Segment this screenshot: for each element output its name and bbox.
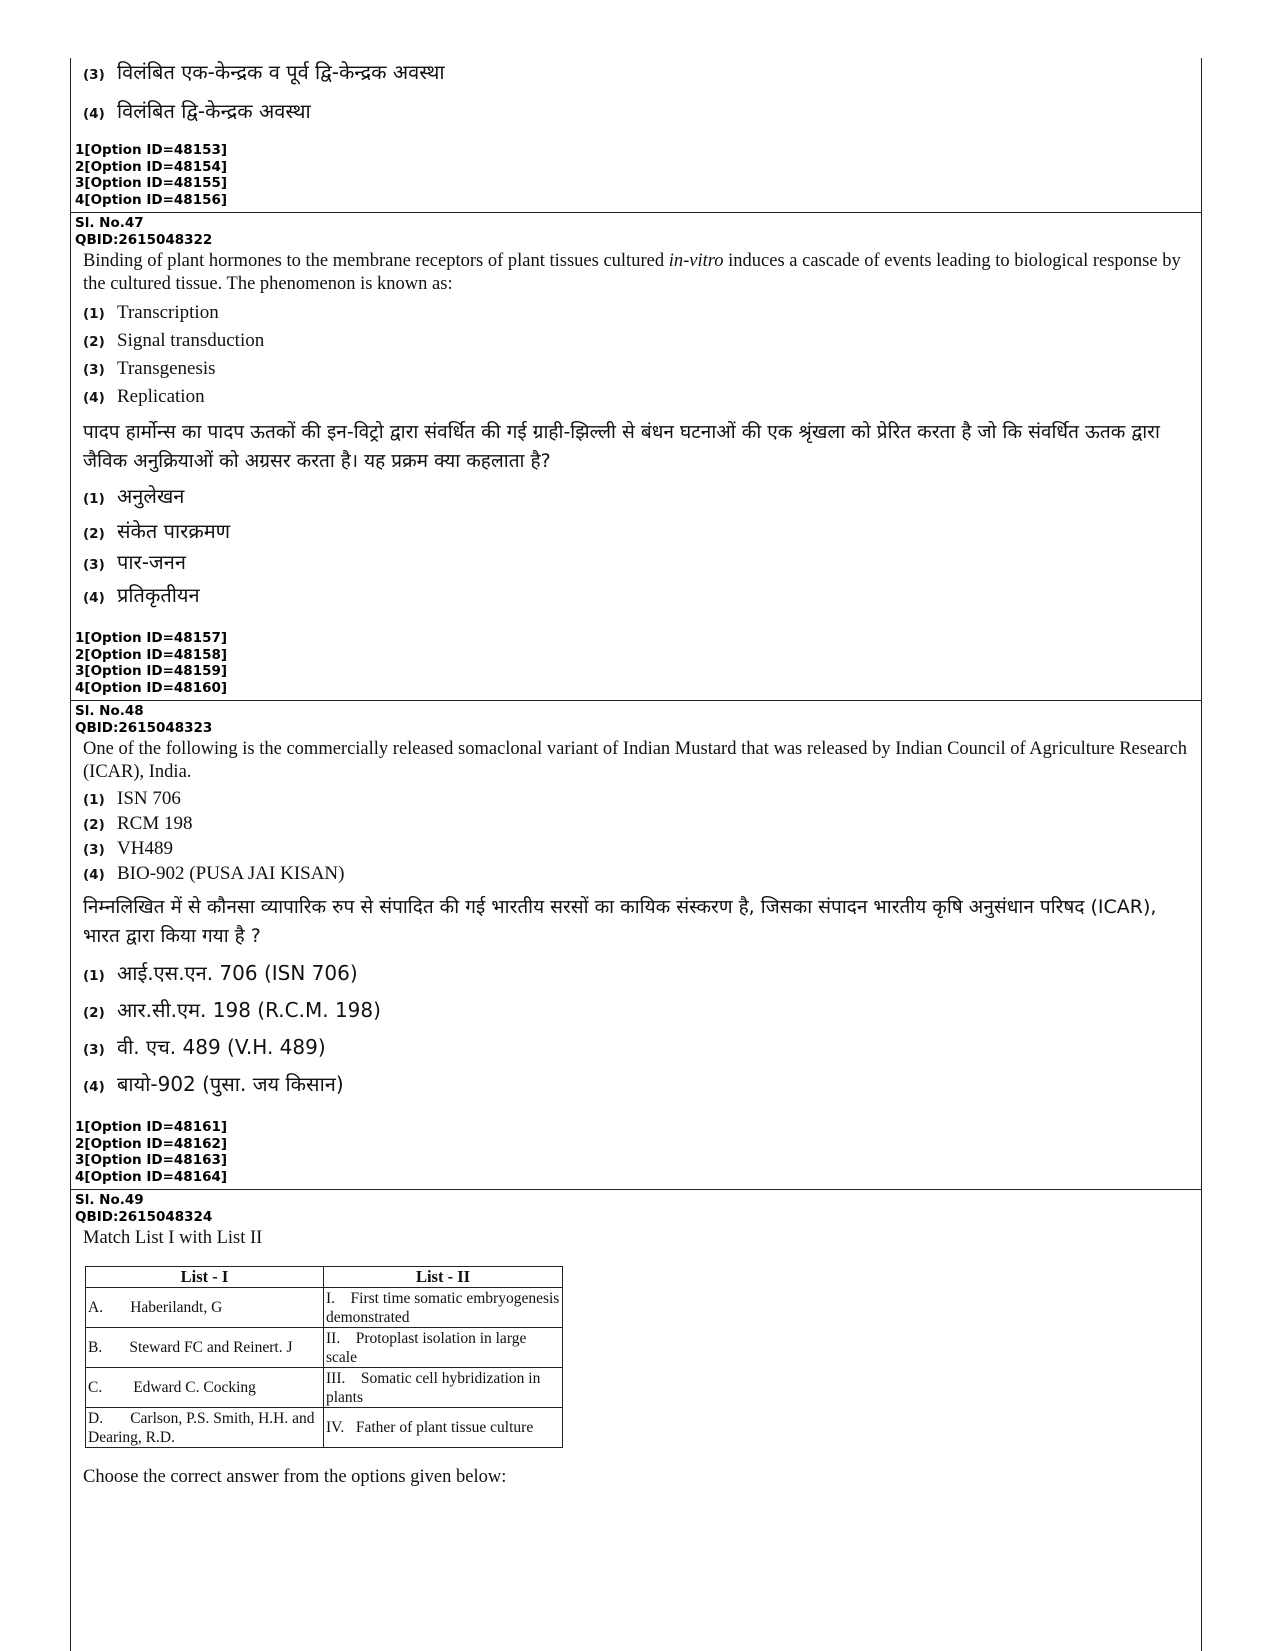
option-number: (3): [83, 67, 105, 83]
option-1-en: (1) ISN 706: [83, 788, 181, 809]
question-47: [71, 213, 1201, 701]
option-id: 4[Option ID=48160]: [75, 679, 228, 696]
option-3-en: (3) Transgenesis: [83, 358, 216, 379]
option-id: 1[Option ID=48157]: [75, 630, 228, 646]
table-header-row: [86, 1267, 563, 1288]
qbid: QBID:2615048322: [75, 231, 213, 248]
question-49: [71, 1190, 1201, 1497]
option-4-hi: [83, 97, 1197, 124]
question-text-en: One of the following is the commercially released somaclonal variant of Indian Mustard that was released by Indian Council of Agriculture Research (ICAR), India.: [83, 739, 1187, 782]
table-row: [86, 1328, 563, 1368]
option-id: 2[Option ID=48158]: [75, 646, 228, 663]
option-id: 3[Option ID=48159]: [75, 663, 228, 679]
option-3-hi: [83, 58, 1197, 85]
option-id: 4[Option ID=48164]: [75, 1168, 228, 1185]
option-id: 1[Option ID=48153]: [75, 142, 228, 158]
question-text-hi: निम्नलिखित में से कौनसा व्यापारिक रुप से संपादित की गई भारतीय सरसों का कायिक संस्करण है, जिसका संपादन भारतीय कृषि अनुसंधान परिषद (ICAR), भारत द्वारा किया गया है ?: [83, 896, 1157, 947]
option-1-en: (1) Transcription: [83, 302, 219, 323]
serial-number: Sl. No.48: [75, 703, 144, 719]
table-cell: I. First time somatic embryogenesis demonstrated: [324, 1288, 563, 1328]
question-text-hi: पादप हार्मोन्स का पादप ऊतकों की इन-विट्रो द्वारा संवर्धित की गई ग्राही-झिल्ली से बंधन घटनाओं की एक श्रृंखला को प्रेरित करता है जो कि संवर्धित ऊतक द्वारा जैविक अनुक्रियाओं को अग्रसर करता है। यह प्रक्रम क्या कहलाता है?: [83, 421, 1160, 472]
question-text-en: Binding of plant hormones to the membrane receptors of plant tissues cultured in-vitro induces a cascade of events leading to biological response by the cultured tissue. The phenomenon is known as:: [83, 251, 1181, 294]
table-row: [86, 1288, 563, 1328]
instruction-text: Choose the correct answer from the options given below:: [83, 1467, 507, 1487]
option-id-list: [75, 1119, 1197, 1185]
table-cell: D. Carlson, P.S. Smith, H.H. and Dearing, R.D.: [86, 1408, 324, 1448]
option-4-en: (4) BIO-902 (PUSA JAI KISAN): [83, 863, 345, 884]
table-row: [86, 1408, 563, 1448]
option-4-en: (4) Replication: [83, 386, 205, 407]
option-id: 3[Option ID=48155]: [75, 175, 228, 191]
table-cell: IV. Father of plant tissue culture: [324, 1408, 563, 1448]
option-2-hi: (2) आर.सी.एम. 198 (R.C.M. 198): [83, 998, 381, 1022]
option-1-hi: (1) अनुलेखन: [83, 484, 185, 508]
serial-number: Sl. No.47: [75, 215, 144, 231]
qbid: QBID:2615048324: [75, 1208, 213, 1225]
option-id-list: [75, 142, 1197, 208]
table-cell: B. Steward FC and Reinert. J: [86, 1328, 324, 1368]
table-cell: III. Somatic cell hybridization in plants: [324, 1368, 563, 1408]
table-header: List - II: [324, 1267, 563, 1288]
option-id: 4[Option ID=48156]: [75, 191, 228, 208]
question-paper-frame: [70, 58, 1202, 1651]
option-3-en: (3) VH489: [83, 838, 173, 859]
option-id: 2[Option ID=48154]: [75, 158, 228, 175]
option-id: 3[Option ID=48163]: [75, 1152, 228, 1168]
question-46-tail: [71, 58, 1201, 213]
option-text: विलंबित एक-केन्द्रक व पूर्व द्वि-केन्द्रक अवस्था: [117, 60, 445, 84]
option-id-list: [75, 630, 1197, 696]
option-id: 1[Option ID=48161]: [75, 1119, 228, 1135]
option-2-en: (2) RCM 198: [83, 813, 193, 834]
option-4-hi: (4) प्रतिकृतीयन: [83, 583, 200, 607]
option-number: (4): [83, 106, 105, 122]
option-3-hi: (3) पार-जनन: [83, 550, 186, 574]
option-id: 2[Option ID=48162]: [75, 1135, 228, 1152]
option-1-hi: (1) आई.एस.एन. 706 (ISN 706): [83, 961, 358, 985]
qbid: QBID:2615048323: [75, 719, 213, 736]
table-cell: C. Edward C. Cocking: [86, 1368, 324, 1408]
serial-number: Sl. No.49: [75, 1192, 144, 1208]
question-text-en: Match List I with List II: [83, 1228, 263, 1248]
table-cell: A. Haberilandt, G: [86, 1288, 324, 1328]
option-2-en: (2) Signal transduction: [83, 330, 265, 351]
option-3-hi: (3) वी. एच. 489 (V.H. 489): [83, 1035, 326, 1059]
table-row: [86, 1368, 563, 1408]
table-cell: II. Protoplast isolation in large scale: [324, 1328, 563, 1368]
option-text: विलंबित द्वि-केन्द्रक अवस्था: [117, 99, 311, 123]
option-4-hi: (4) बायो-902 (पुसा. जय किसान): [83, 1072, 344, 1096]
table-header: List - I: [86, 1267, 324, 1288]
option-2-hi: (2) संकेत पारक्रमण: [83, 519, 231, 543]
question-48: [71, 701, 1201, 1190]
match-list-table: [85, 1266, 563, 1448]
